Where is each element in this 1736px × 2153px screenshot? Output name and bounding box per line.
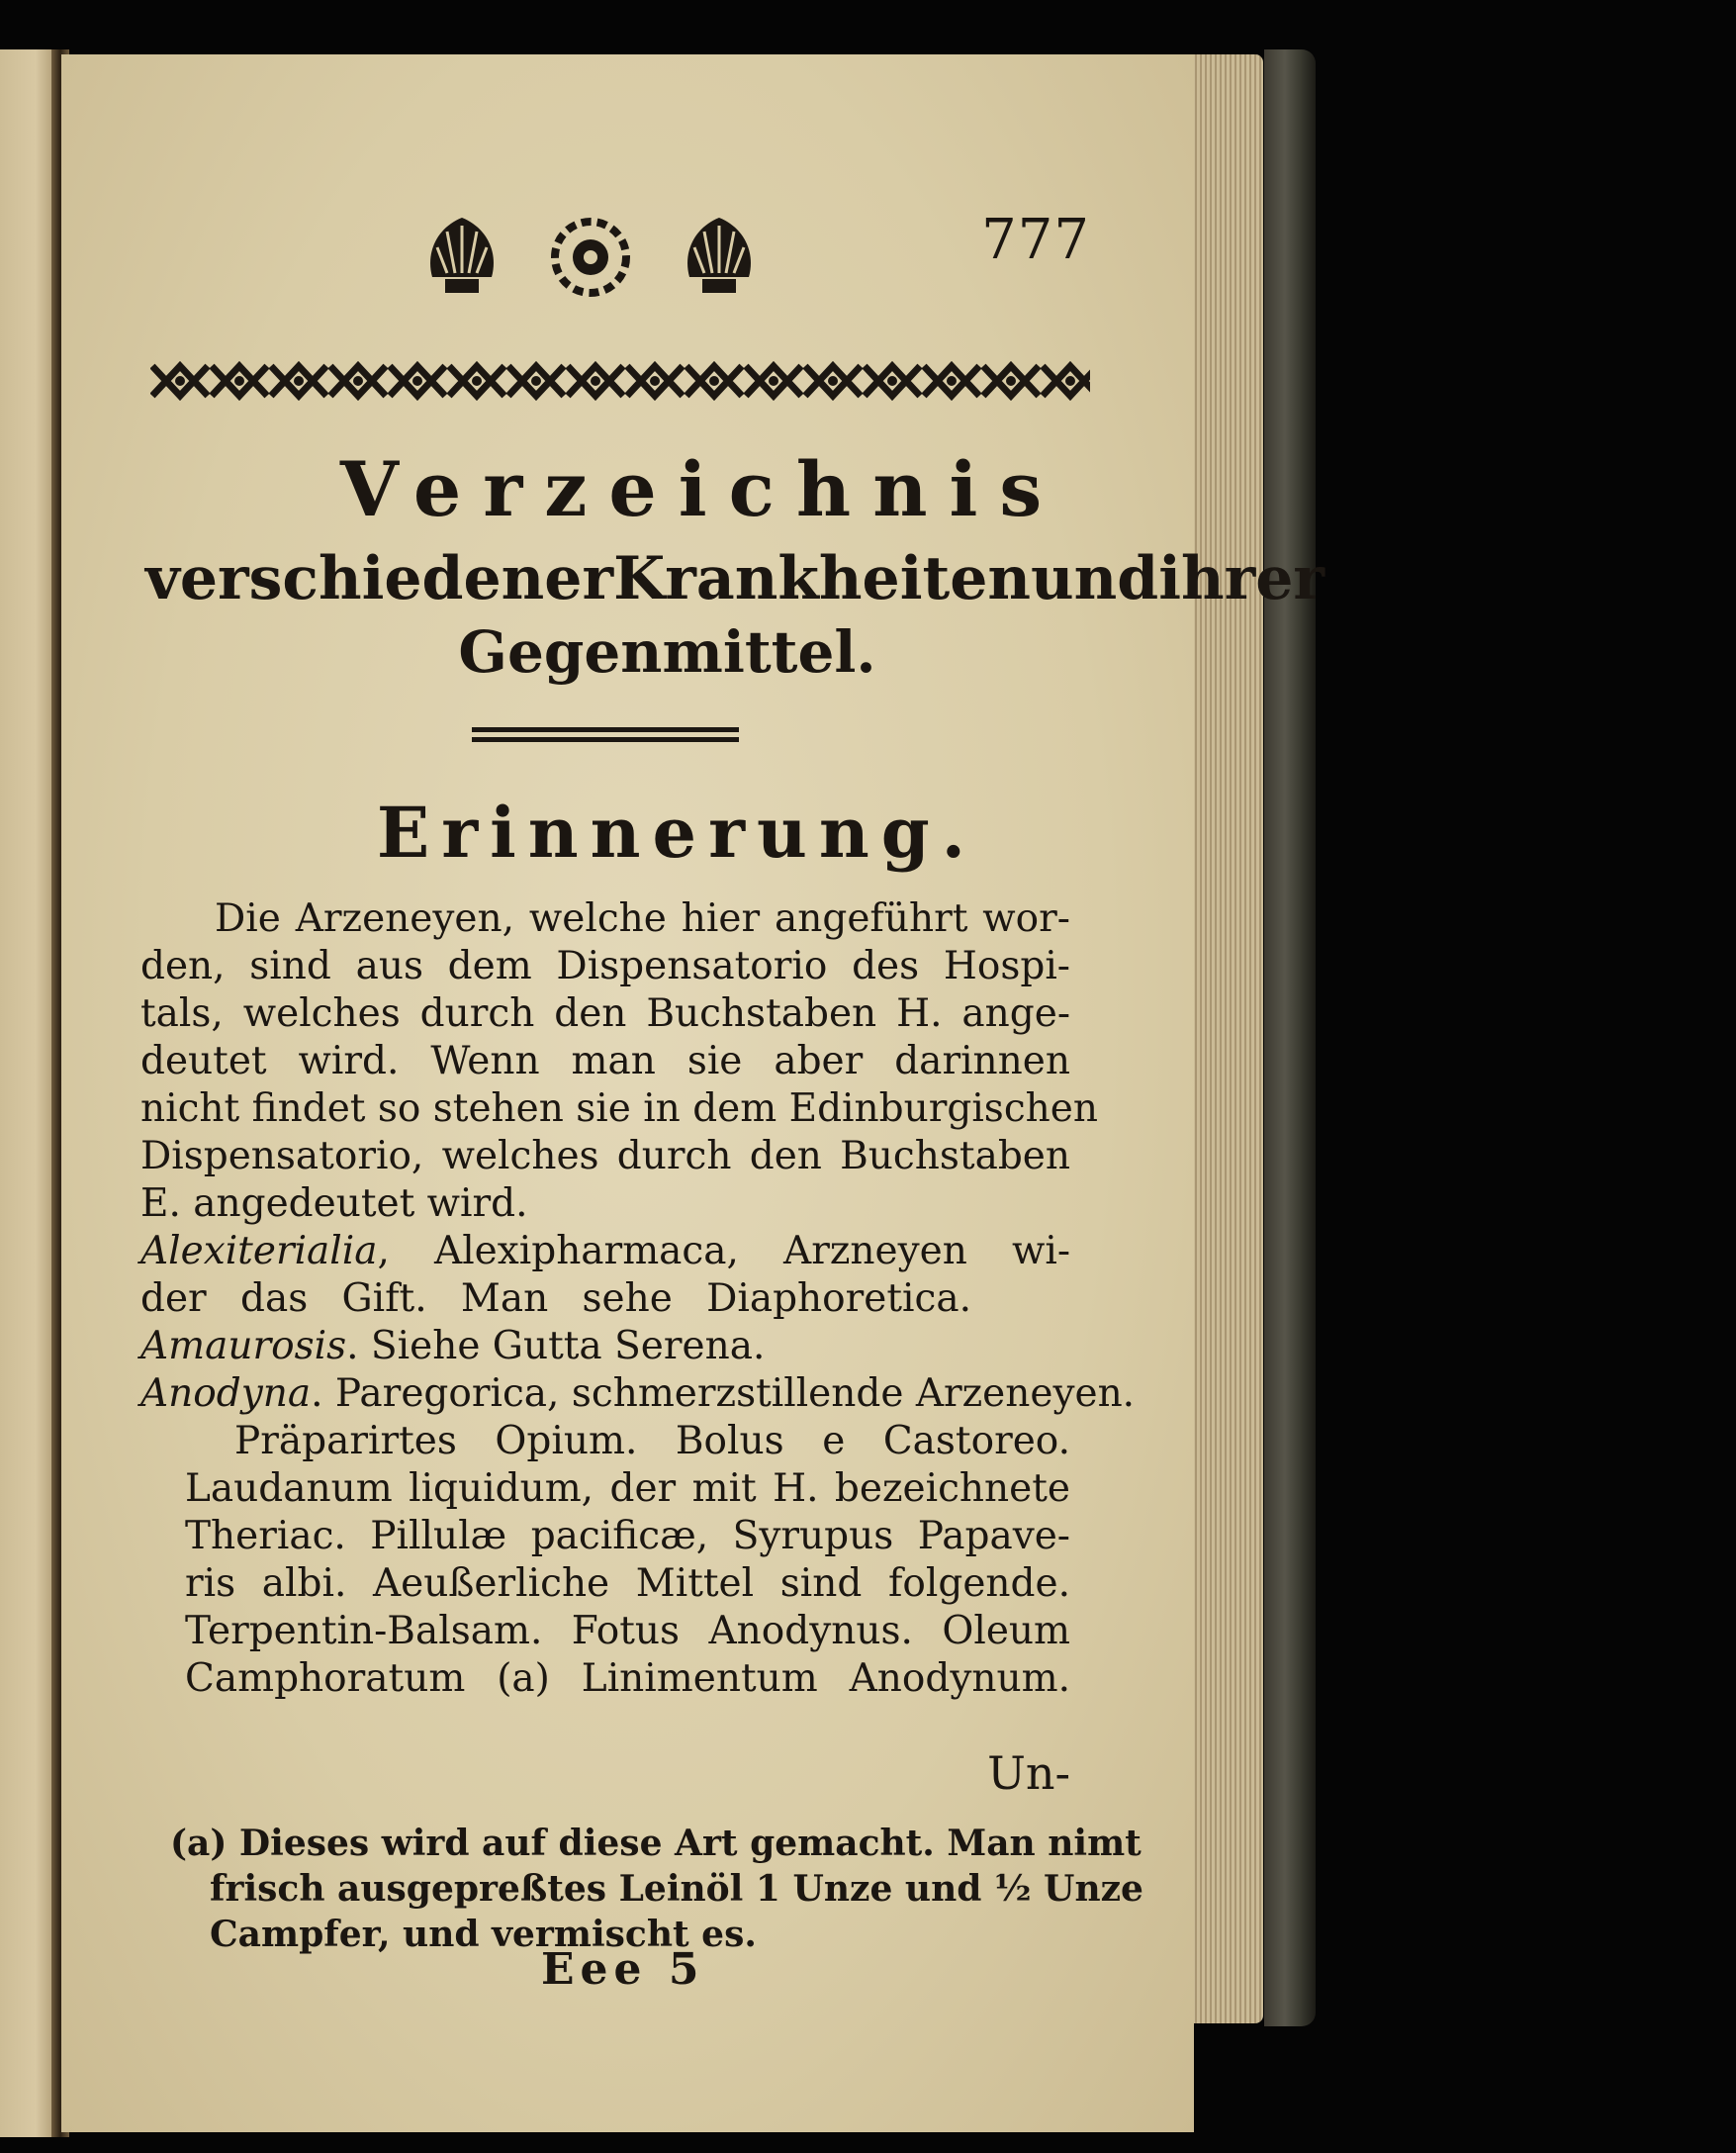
entry-line: Präparirtes Opium. Bolus e Castoreo. — [234, 1419, 1070, 1463]
book-cover-edge — [1264, 49, 1316, 2026]
fleuron-rosette-icon — [546, 208, 635, 307]
page-content — [61, 54, 1325, 2132]
fleuron-shell-icon — [417, 208, 506, 307]
entry-line: Theriac. Pillulæ pacificæ, Syrupus Papave- — [185, 1514, 1070, 1558]
entry-line: Terpentin-Balsam. Fotus Anodynus. Oleum — [185, 1609, 1070, 1653]
double-rule — [472, 727, 739, 747]
subtitle-line-2: Gegenmittel. — [458, 618, 876, 686]
fleuron-shell-icon — [675, 208, 764, 307]
page-number: 777 — [981, 208, 1090, 272]
page-edges — [1192, 54, 1263, 2023]
footnote-line: (a) Dieses wird auf diese Art gemacht. Man nimt — [170, 1823, 1142, 1864]
facing-page-edge — [0, 49, 59, 2137]
body-line: Die Arzeneyen, welche hier angeführt wor- — [215, 896, 1070, 941]
body-line: deutet wird. Wenn man sie aber darinnen — [140, 1039, 1070, 1083]
entry-line — [140, 1370, 1136, 1418]
entry-line: Laudanum liquidum, der mit H. bezeichnete — [185, 1466, 1070, 1511]
subtitle-line-1 — [145, 544, 1325, 613]
body-line: nicht findet so stehen sie in dem Edinburgischen — [140, 1086, 1098, 1131]
catchword: Un- — [987, 1746, 1070, 1800]
book-page — [61, 54, 1325, 2132]
entry-line — [140, 1323, 774, 1370]
body-line: den, sind aus dem Dispensatorio des Hospi- — [140, 944, 1070, 988]
entry-term: Anodyna — [140, 1371, 312, 1416]
entry-line — [140, 1228, 1070, 1275]
subtitle-word: verschiedener — [145, 544, 614, 613]
subtitle-word: und — [1031, 544, 1159, 613]
footnote-line: Campfer, und vermischt es. — [210, 1914, 757, 1955]
entry-term: Amaurosis — [140, 1324, 347, 1368]
entry-text: . Siehe Gutta Serena. — [346, 1324, 766, 1368]
page-title: Verzeichnis — [339, 445, 1064, 533]
running-head — [417, 208, 1090, 317]
section-heading: Erinnerung. — [376, 792, 978, 874]
entry-line: Camphoratum (a) Linimentum Anodynum. — [185, 1656, 1070, 1701]
subtitle-word: ihrer — [1158, 544, 1325, 613]
footnote-line: frisch ausgepreßtes Leinöl 1 Unze und ½ Unze — [210, 1868, 1143, 1910]
entry-text: , Alexipharmaca, Arzneyen wi- — [377, 1229, 1070, 1273]
subtitle-word: Krankheiten — [613, 544, 1032, 613]
entry-term: Alexiterialia — [140, 1229, 378, 1273]
ornamental-border — [150, 356, 1090, 406]
signature-mark: Eee 5 — [541, 1944, 705, 1995]
body-line: E. angedeutet wird. — [140, 1181, 528, 1226]
entry-text: . Paregorica, schmerzstillende Arzeneyen. — [311, 1371, 1136, 1416]
body-line: tals, welches durch den Buchstaben H. ange- — [140, 991, 1070, 1036]
entry-line: der das Gift. Man sehe Diaphoretica. — [140, 1276, 971, 1321]
body-line: Dispensatorio, welches durch den Buchstaben — [140, 1134, 1070, 1178]
entry-line: ris albi. Aeußerliche Mittel sind folgende. — [185, 1561, 1070, 1606]
